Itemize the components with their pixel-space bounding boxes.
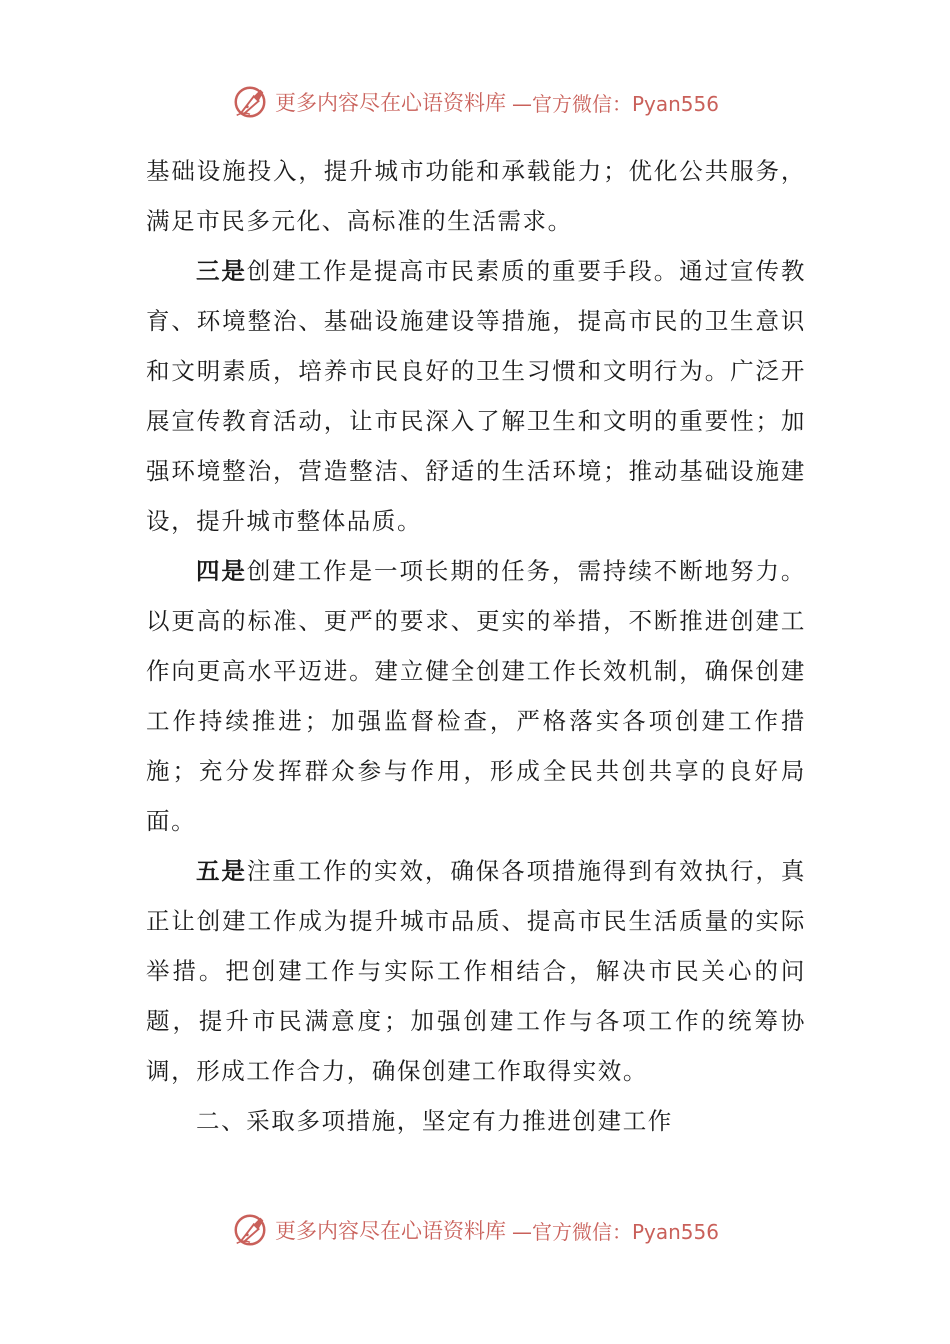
pen-nib-logo-icon [231,1211,269,1249]
paragraph-intro: 基础设施投入，提升城市功能和承载能力；优化公共服务，满足市民多元化、高标准的生活需求。 [146,157,806,235]
header-banner-content [231,83,719,121]
paragraph-five-lead: 五是 [196,857,247,885]
pen-nib-logo-icon [231,83,269,121]
paragraph-five-body: 注重工作的实效，确保各项措施得到有效执行，真正让创建工作成为提升城市品质、提高市民生活质量的实际举措。把创建工作与实际工作相结合，解决市民关心的问题，提升市民满意度；加强创建工作与各项工作的统筹协调，形成工作合力，确保创建工作取得实效。 [146,857,807,1085]
footer-banner-title: 更多内容尽在心语资料库 [274,1219,506,1243]
paragraph-three [146,246,806,546]
header-banner-wechat: —官方微信：Pyan556 [511,91,719,116]
section-heading: 二、采取多项措施，坚定有力推进创建工作 [196,1107,673,1135]
footer-banner [0,1208,950,1252]
paragraph-three-body: 创建工作是提高市民素质的重要手段。通过宣传教育、环境整治、基础设施建设等措施，提高市民的卫生意识和文明素质，培养市民良好的卫生习惯和文明行为。广泛开展宣传教育活动，让市民深入了解卫生和文明的重要性；加强环境整治，营造整洁、舒适的生活环境；推动基础设施建设，提升城市整体品质。 [146,257,807,535]
header-banner [0,80,950,124]
footer-banner-wechat: —官方微信：Pyan556 [511,1219,719,1244]
footer-banner-content [231,1211,719,1249]
paragraph-four-lead: 四是 [196,557,247,585]
header-banner-title: 更多内容尽在心语资料库 [274,91,506,115]
paragraph-four-body: 创建工作是一项长期的任务，需持续不断地努力。以更高的标准、更严的要求、更实的举措，不断推进创建工作向更高水平迈进。建立健全创建工作长效机制，确保创建工作持续推进；加强监督检查，严格落实各项创建工作措施；充分发挥群众参与作用，形成全民共创共享的良好局面。 [146,557,807,835]
paragraph-three-lead: 三是 [196,257,247,285]
paragraph-four [146,546,806,846]
paragraph-five [146,846,806,1096]
document-body [146,146,806,1146]
